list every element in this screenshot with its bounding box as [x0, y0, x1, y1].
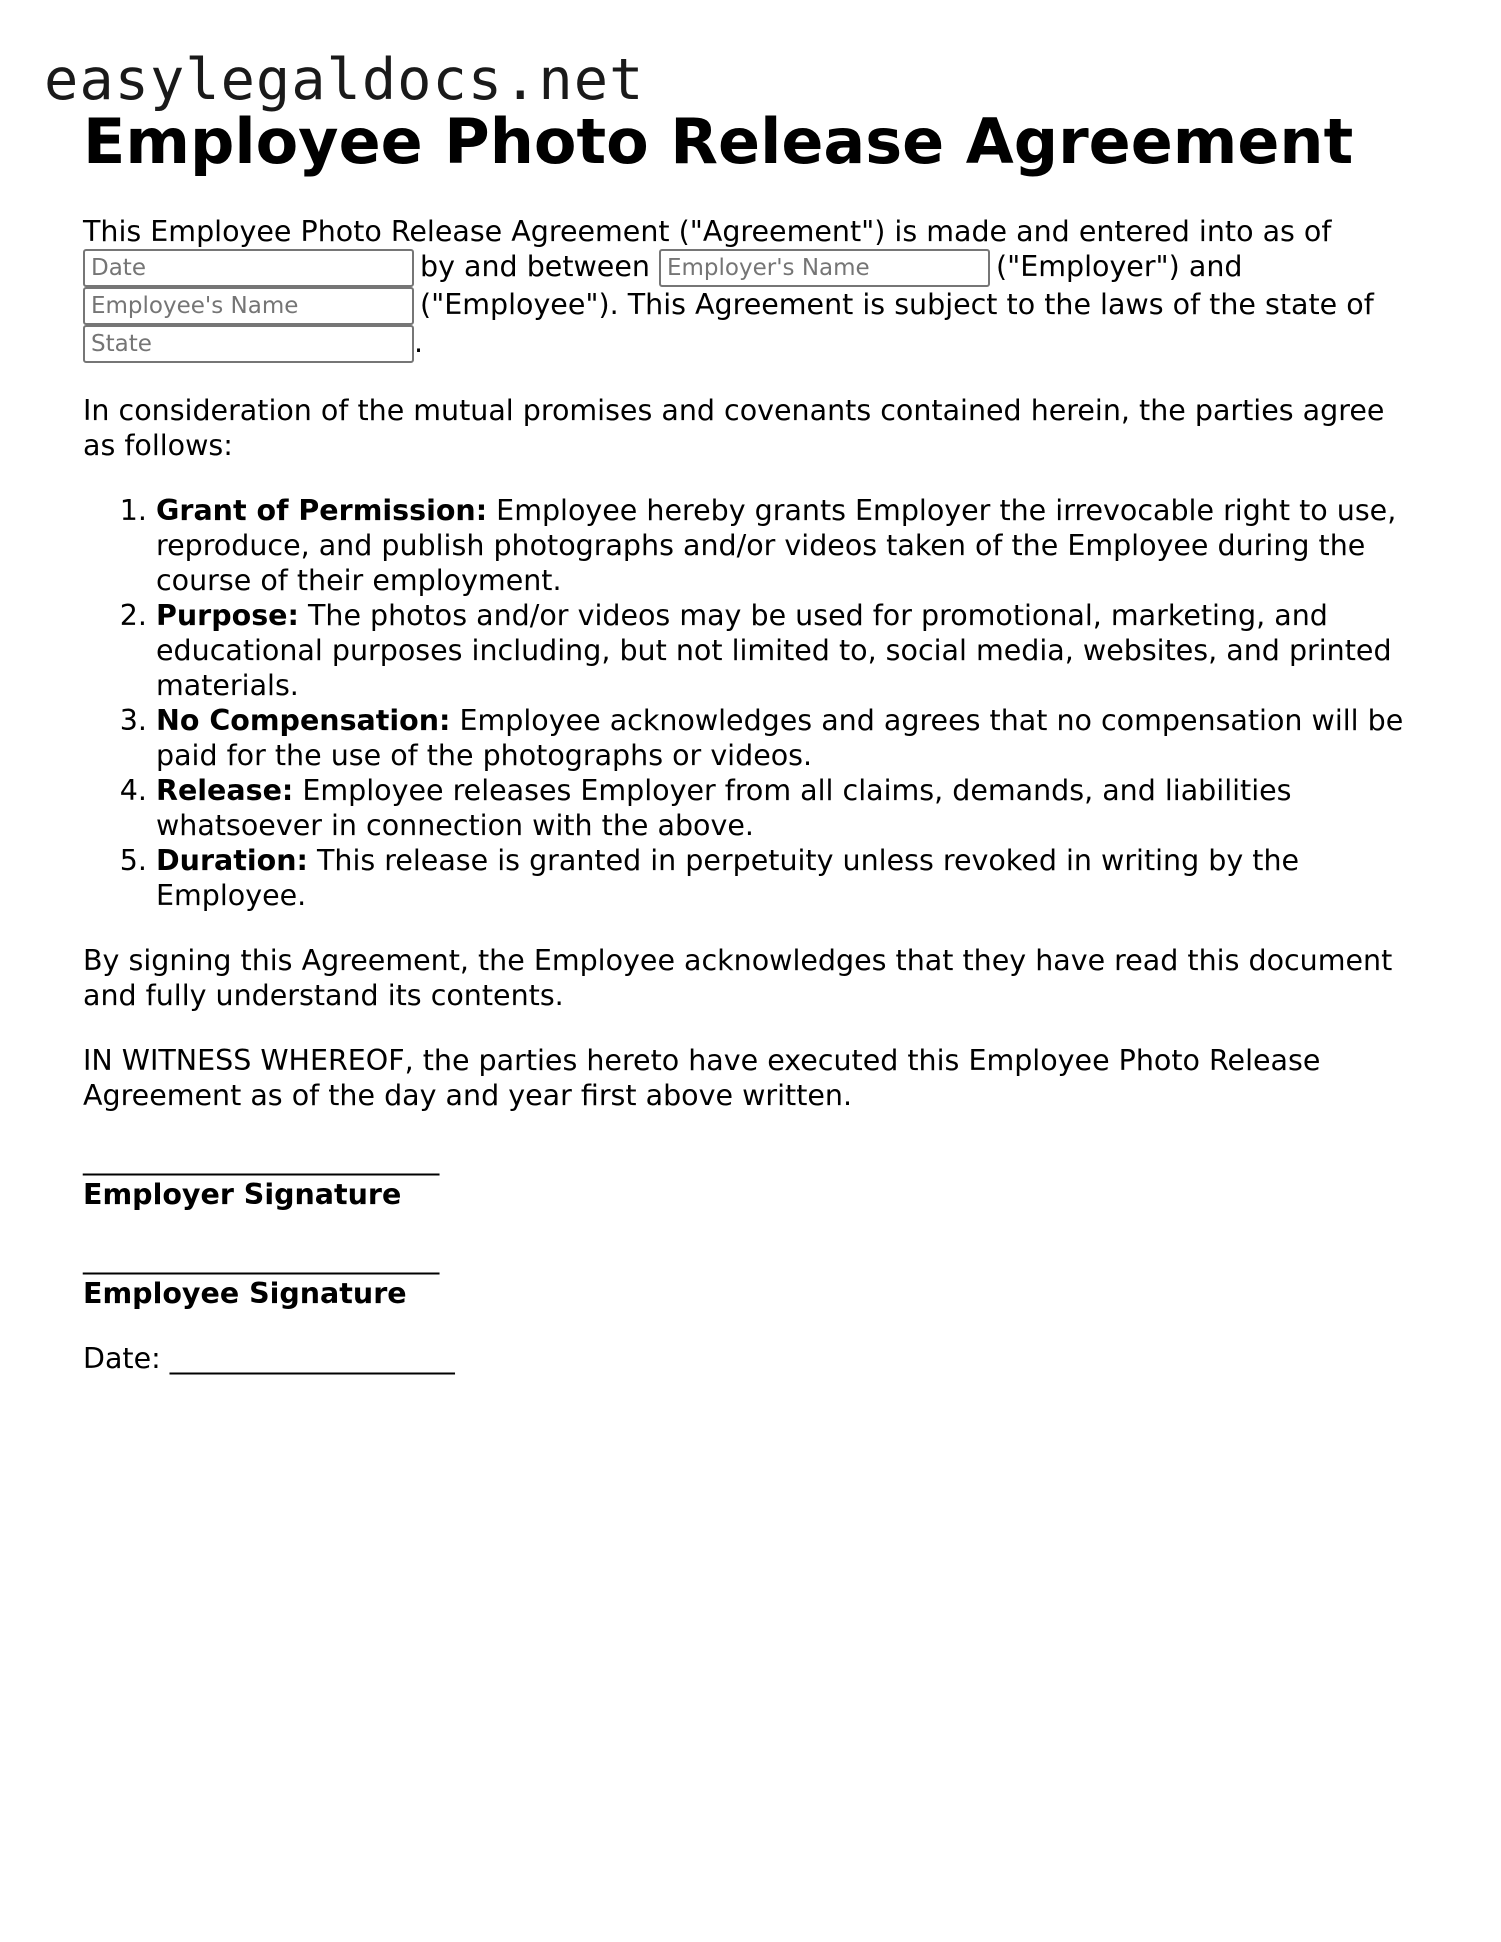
employee-signature-line: _________________________ [83, 1242, 440, 1275]
signature-date-row [83, 1341, 1423, 1376]
term-heading: Grant of Permission: [156, 494, 488, 527]
term-item [156, 703, 1423, 773]
date-signature-line: ____________________ [169, 1342, 455, 1375]
acknowledgement-paragraph: By signing this Agreement, the Employee acknowledges that they have read this document and fully understand its contents. [83, 944, 1393, 1012]
term-text: Employee acknowledges and agrees that no compensation will be paid for the use of the photographs or videos. [156, 704, 1404, 772]
date-label: Date: [83, 1342, 161, 1375]
term-item [156, 773, 1423, 843]
intro-paragraph [83, 214, 1423, 363]
employer-signature-label: Employer Signature [83, 1178, 402, 1211]
consideration-paragraph: In consideration of the mutual promises and covenants contained herein, the parties agree as follows: [83, 394, 1385, 462]
term-heading: No Compensation: [156, 704, 451, 737]
term-text: Employee releases Employer from all claims, demands, and liabilities whatsoever in connection with the above. [156, 774, 1292, 842]
intro-end-period: . [414, 326, 424, 359]
site-watermark: easylegaldocs.net [44, 47, 645, 113]
term-item [156, 598, 1423, 703]
term-text: Employee hereby grants Employer the irrevocable right to use, reproduce, and publish photographs and/or videos taken of the Employee during the course of their employment. [156, 494, 1397, 597]
employee-name-field[interactable] [83, 287, 414, 325]
intro-lead-text: This Employee Photo Release Agreement ("Agreement") is made and entered into as of [83, 215, 1332, 248]
by-between-text: by and between [420, 250, 650, 283]
witness-paragraph: IN WITNESS WHEREOF, the parties hereto have executed this Employee Photo Release Agreement as of the day and year first above written. [83, 1044, 1321, 1112]
term-heading: Release: [156, 774, 294, 807]
term-item [156, 493, 1423, 598]
term-heading: Duration: [156, 844, 308, 877]
employer-name-field[interactable] [659, 249, 990, 287]
terms-list [83, 493, 1423, 913]
employer-signature-line: _________________________ [83, 1143, 440, 1176]
document-title: Employee Photo Release Agreement [83, 105, 1354, 178]
employee-signature-label: Employee Signature [83, 1277, 407, 1310]
term-heading: Purpose: [156, 599, 299, 632]
term-item [156, 843, 1423, 913]
date-field[interactable] [83, 249, 414, 287]
term-text: This release is granted in perpetuity unless revoked in writing by the Employee. [156, 844, 1300, 912]
employee-suffix-text: ("Employee"). This Agreement is subject to the laws of the state of [420, 288, 1374, 321]
state-field[interactable] [83, 325, 414, 363]
agreement-document [83, 100, 1423, 1376]
employer-suffix-text: ("Employer") and [996, 250, 1243, 283]
term-text: The photos and/or videos may be used for promotional, marketing, and educational purposes including, but not limited to, social media, websites, and printed materials. [156, 599, 1392, 702]
signature-block [83, 1143, 1423, 1376]
